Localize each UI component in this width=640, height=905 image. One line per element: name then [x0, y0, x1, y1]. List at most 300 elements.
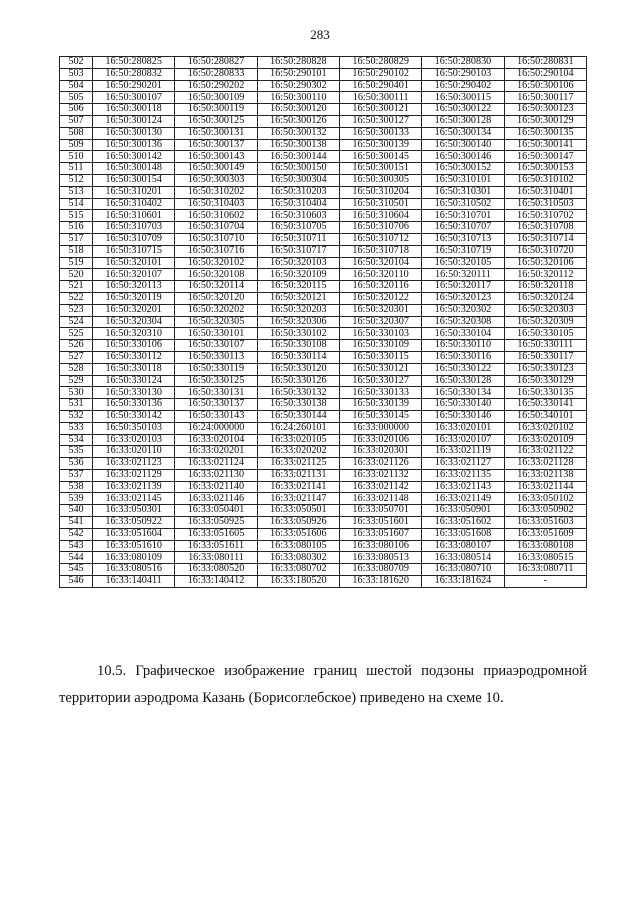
table-row — [60, 540, 587, 552]
cadastral-number-cell: 16:50:310709 — [93, 233, 175, 245]
row-number-cell: 531 — [60, 399, 93, 411]
cadastral-number-cell: 16:33:181620 — [339, 576, 421, 588]
cadastral-number-cell: 16:33:050926 — [257, 517, 339, 529]
cadastral-number-cell: 16:33:021124 — [175, 458, 257, 470]
cadastral-number-cell: 16:50:290104 — [504, 68, 586, 80]
table-row — [60, 257, 587, 269]
row-number-cell: 529 — [60, 375, 93, 387]
cadastral-number-cell: 16:33:021126 — [339, 458, 421, 470]
cadastral-number-cell: 16:33:020110 — [93, 446, 175, 458]
cadastral-number-cell: 16:50:300152 — [422, 163, 504, 175]
cadastral-number-cell: 16:50:330108 — [257, 340, 339, 352]
cadastral-number-cell: 16:50:320112 — [504, 269, 586, 281]
table-row — [60, 351, 587, 363]
cadastral-number-cell: 16:33:140412 — [175, 576, 257, 588]
cadastral-number-cell: 16:50:320202 — [175, 304, 257, 316]
cadastral-number-cell: 16:50:310701 — [422, 210, 504, 222]
cadastral-number-cell: 16:50:330116 — [422, 351, 504, 363]
cadastral-number-cell: 16:50:280833 — [175, 68, 257, 80]
cadastral-number-cell: 16:33:080514 — [422, 552, 504, 564]
row-number-cell: 508 — [60, 127, 93, 139]
cadastral-number-cell: 16:33:021123 — [93, 458, 175, 470]
table-row — [60, 269, 587, 281]
row-number-cell: 536 — [60, 458, 93, 470]
table-row — [60, 528, 587, 540]
table-row — [60, 399, 587, 411]
row-number-cell: 512 — [60, 174, 93, 186]
cadastral-number-cell: 16:50:310712 — [339, 233, 421, 245]
row-number-cell: 518 — [60, 245, 93, 257]
cadastral-number-cell: 16:50:330119 — [175, 363, 257, 375]
cadastral-number-cell: 16:33:050401 — [175, 505, 257, 517]
cadastral-number-cell: 16:33:020109 — [504, 434, 586, 446]
cadastral-number-cell: 16:33:051602 — [422, 517, 504, 529]
cadastral-number-cell: 16:50:310705 — [257, 222, 339, 234]
cadastral-number-cell: 16:50:330117 — [504, 351, 586, 363]
cadastral-number-cell: 16:50:320108 — [175, 269, 257, 281]
page-number: 283 — [310, 27, 330, 42]
cadastral-number-cell: 16:33:080710 — [422, 564, 504, 576]
table-row — [60, 387, 587, 399]
cadastral-number-cell: 16:50:290201 — [93, 80, 175, 92]
cadastral-number-cell: 16:50:310204 — [339, 186, 421, 198]
cadastral-number-cell: 16:50:300127 — [339, 115, 421, 127]
cadastral-number-cell: 16:50:320302 — [422, 304, 504, 316]
cadastral-number-cell: 16:33:021146 — [175, 493, 257, 505]
cadastral-number-cell: 16:50:320111 — [422, 269, 504, 281]
row-number-cell: 535 — [60, 446, 93, 458]
cadastral-number-cell: 16:50:310713 — [422, 233, 504, 245]
cadastral-number-cell: 16:50:310403 — [175, 198, 257, 210]
cadastral-number-cell: 16:50:330124 — [93, 375, 175, 387]
cadastral-table — [59, 56, 587, 588]
cadastral-number-cell: 16:50:320114 — [175, 281, 257, 293]
cadastral-number-cell: 16:50:310201 — [93, 186, 175, 198]
row-number-cell: 528 — [60, 363, 93, 375]
cadastral-number-cell: 16:50:330118 — [93, 363, 175, 375]
cadastral-number-cell: 16:50:320102 — [175, 257, 257, 269]
cadastral-number-cell: 16:50:300144 — [257, 151, 339, 163]
cadastral-number-cell: 16:50:300304 — [257, 174, 339, 186]
table-row — [60, 68, 587, 80]
cadastral-number-cell: 16:24:000000 — [175, 422, 257, 434]
cadastral-number-cell: 16:33:051608 — [422, 528, 504, 540]
table-row — [60, 493, 587, 505]
cadastral-number-cell: 16:50:300122 — [422, 104, 504, 116]
cadastral-number-cell: 16:33:021148 — [339, 493, 421, 505]
table-row — [60, 104, 587, 116]
cadastral-number-cell: 16:50:350103 — [93, 422, 175, 434]
cadastral-number-cell: 16:50:330146 — [422, 410, 504, 422]
row-number-cell: 515 — [60, 210, 93, 222]
cadastral-number-cell: 16:50:280829 — [339, 57, 421, 69]
table-row — [60, 92, 587, 104]
cadastral-number-cell: 16:50:330136 — [93, 399, 175, 411]
cadastral-number-cell: 16:50:310401 — [504, 186, 586, 198]
cadastral-number-cell: 16:50:320304 — [93, 316, 175, 328]
cadastral-number-cell: 16:50:300126 — [257, 115, 339, 127]
cadastral-number-cell: 16:33:021144 — [504, 481, 586, 493]
cadastral-number-cell: 16:33:050301 — [93, 505, 175, 517]
cadastral-number-cell: 16:50:330114 — [257, 351, 339, 363]
paragraph-line-1: 10.5. Графическое изображение границ шестой подзоны приаэродромной — [97, 663, 587, 679]
cadastral-number-cell: 16:33:021141 — [257, 481, 339, 493]
cadastral-number-cell: 16:33:051610 — [93, 540, 175, 552]
table-row — [60, 469, 587, 481]
row-number-cell: 522 — [60, 292, 93, 304]
cadastral-number-cell: 16:50:310102 — [504, 174, 586, 186]
row-number-cell: 505 — [60, 92, 93, 104]
cadastral-number-cell: 16:50:300154 — [93, 174, 175, 186]
cadastral-number-cell: 16:33:080520 — [175, 564, 257, 576]
cadastral-number-cell: 16:50:330140 — [422, 399, 504, 411]
row-number-cell: 503 — [60, 68, 93, 80]
cadastral-number-cell: 16:33:080702 — [257, 564, 339, 576]
cadastral-number-cell: 16:50:300153 — [504, 163, 586, 175]
cadastral-number-cell: 16:33:051606 — [257, 528, 339, 540]
cadastral-number-cell: 16:50:320306 — [257, 316, 339, 328]
table-row — [60, 363, 587, 375]
cadastral-number-cell: 16:50:300134 — [422, 127, 504, 139]
cadastral-number-cell: 16:50:320120 — [175, 292, 257, 304]
table-row — [60, 198, 587, 210]
table-row — [60, 151, 587, 163]
cadastral-number-cell: 16:50:330115 — [339, 351, 421, 363]
cadastral-number-cell: 16:33:020105 — [257, 434, 339, 446]
cadastral-number-cell: 16:50:310603 — [257, 210, 339, 222]
cadastral-number-cell: 16:50:300109 — [175, 92, 257, 104]
cadastral-number-cell: 16:33:021145 — [93, 493, 175, 505]
cadastral-number-cell: 16:50:290102 — [339, 68, 421, 80]
table-row — [60, 80, 587, 92]
cadastral-table-body — [60, 57, 587, 588]
table-row — [60, 163, 587, 175]
cadastral-number-cell: 16:50:330105 — [504, 328, 586, 340]
cadastral-number-cell: 16:50:320203 — [257, 304, 339, 316]
cadastral-number-cell: 16:50:300131 — [175, 127, 257, 139]
cadastral-number-cell: 16:50:310710 — [175, 233, 257, 245]
cadastral-number-cell: 16:50:310503 — [504, 198, 586, 210]
cadastral-number-cell: 16:50:320121 — [257, 292, 339, 304]
cadastral-number-cell: 16:50:320301 — [339, 304, 421, 316]
table-row — [60, 57, 587, 69]
cadastral-number-cell: 16:50:280825 — [93, 57, 175, 69]
cadastral-number-cell: 16:33:020106 — [339, 434, 421, 446]
row-number-cell: 521 — [60, 281, 93, 293]
cadastral-number-cell: 16:50:320101 — [93, 257, 175, 269]
cadastral-number-cell: 16:50:320201 — [93, 304, 175, 316]
cadastral-number-cell: 16:33:050501 — [257, 505, 339, 517]
table-row — [60, 481, 587, 493]
row-number-cell: 542 — [60, 528, 93, 540]
cadastral-number-cell: 16:50:300135 — [504, 127, 586, 139]
cadastral-number-cell: 16:50:340101 — [504, 410, 586, 422]
cadastral-number-cell: 16:50:300147 — [504, 151, 586, 163]
cadastral-number-cell: 16:33:050922 — [93, 517, 175, 529]
cadastral-number-cell: 16:50:330109 — [339, 340, 421, 352]
table-row — [60, 576, 587, 588]
row-number-cell: 517 — [60, 233, 93, 245]
table-row — [60, 564, 587, 576]
row-number-cell: 532 — [60, 410, 93, 422]
table-row — [60, 328, 587, 340]
cadastral-number-cell: 16:50:300305 — [339, 174, 421, 186]
cadastral-number-cell: 16:50:300141 — [504, 139, 586, 151]
cadastral-number-cell: 16:50:310402 — [93, 198, 175, 210]
cadastral-number-cell: 16:50:330135 — [504, 387, 586, 399]
cadastral-number-cell: 16:50:300106 — [504, 80, 586, 92]
cadastral-number-cell: 16:33:021131 — [257, 469, 339, 481]
cadastral-number-cell: 16:33:000000 — [339, 422, 421, 434]
cadastral-number-cell: 16:50:300107 — [93, 92, 175, 104]
table-row — [60, 304, 587, 316]
cadastral-number-cell: 16:33:080302 — [257, 552, 339, 564]
row-number-cell: 516 — [60, 222, 93, 234]
table-row — [60, 281, 587, 293]
cadastral-number-cell: 16:50:320118 — [504, 281, 586, 293]
cadastral-number-cell: 16:50:300128 — [422, 115, 504, 127]
cadastral-number-cell: 16:50:310202 — [175, 186, 257, 198]
cadastral-number-cell: 16:33:051603 — [504, 517, 586, 529]
cadastral-number-cell: 16:50:330113 — [175, 351, 257, 363]
cadastral-number-cell: 16:50:330103 — [339, 328, 421, 340]
cadastral-number-cell: 16:50:300139 — [339, 139, 421, 151]
row-number-cell: 520 — [60, 269, 93, 281]
row-number-cell: 546 — [60, 576, 93, 588]
cadastral-number-cell: 16:33:021143 — [422, 481, 504, 493]
cadastral-number-cell: 16:50:330142 — [93, 410, 175, 422]
cadastral-number-cell: 16:33:021122 — [504, 446, 586, 458]
cadastral-number-cell: 16:50:300115 — [422, 92, 504, 104]
row-number-cell: 513 — [60, 186, 93, 198]
row-number-cell: 530 — [60, 387, 93, 399]
cadastral-number-cell: 16:50:300137 — [175, 139, 257, 151]
cadastral-number-cell: 16:50:330144 — [257, 410, 339, 422]
cadastral-number-cell: 16:50:310101 — [422, 174, 504, 186]
cadastral-number-cell: 16:50:300132 — [257, 127, 339, 139]
cadastral-number-cell: 16:50:330127 — [339, 375, 421, 387]
cadastral-number-cell: 16:33:021142 — [339, 481, 421, 493]
cadastral-number-cell: 16:33:051604 — [93, 528, 175, 540]
cadastral-number-cell: 16:33:021125 — [257, 458, 339, 470]
cadastral-number-cell: 16:50:330141 — [504, 399, 586, 411]
cadastral-number-cell: 16:33:021138 — [504, 469, 586, 481]
cadastral-number-cell: 16:50:320117 — [422, 281, 504, 293]
cadastral-number-cell: 16:33:051611 — [175, 540, 257, 552]
cadastral-number-cell: 16:50:310301 — [422, 186, 504, 198]
row-number-cell: 506 — [60, 104, 93, 116]
cadastral-number-cell: 16:50:320115 — [257, 281, 339, 293]
cadastral-number-cell: 16:50:330137 — [175, 399, 257, 411]
cadastral-number-cell: 16:33:020104 — [175, 434, 257, 446]
cadastral-number-cell: 16:33:020107 — [422, 434, 504, 446]
cadastral-number-cell: 16:33:080105 — [257, 540, 339, 552]
row-number-cell: 539 — [60, 493, 93, 505]
cadastral-number-cell: 16:50:330104 — [422, 328, 504, 340]
cadastral-number-cell: 16:50:330145 — [339, 410, 421, 422]
cadastral-number-cell: 16:33:051601 — [339, 517, 421, 529]
cadastral-number-cell: 16:33:080513 — [339, 552, 421, 564]
cadastral-number-cell: 16:50:330106 — [93, 340, 175, 352]
cadastral-number-cell: 16:50:330130 — [93, 387, 175, 399]
cadastral-number-cell: 16:50:320309 — [504, 316, 586, 328]
cadastral-number-cell: 16:50:300110 — [257, 92, 339, 104]
cadastral-number-cell: 16:50:330139 — [339, 399, 421, 411]
cadastral-number-cell: 16:33:050925 — [175, 517, 257, 529]
row-number-cell: 502 — [60, 57, 93, 69]
cadastral-number-cell: 16:50:320119 — [93, 292, 175, 304]
cadastral-number-cell: 16:50:320122 — [339, 292, 421, 304]
cadastral-number-cell: 16:50:310717 — [257, 245, 339, 257]
table-row — [60, 340, 587, 352]
cadastral-number-cell: 16:50:310715 — [93, 245, 175, 257]
cadastral-number-cell: 16:50:290401 — [339, 80, 421, 92]
cadastral-number-cell: 16:33:180520 — [257, 576, 339, 588]
row-number-cell: 509 — [60, 139, 93, 151]
cadastral-number-cell: 16:50:330132 — [257, 387, 339, 399]
cadastral-number-cell: 16:50:290202 — [175, 80, 257, 92]
cadastral-number-cell: 16:50:330101 — [175, 328, 257, 340]
cadastral-number-cell: 16:50:300117 — [504, 92, 586, 104]
cadastral-number-cell: 16:50:300138 — [257, 139, 339, 151]
cadastral-number-cell: 16:50:280828 — [257, 57, 339, 69]
cadastral-number-cell: 16:50:330120 — [257, 363, 339, 375]
cadastral-number-cell: 16:33:050901 — [422, 505, 504, 517]
cadastral-number-cell: 16:50:300111 — [339, 92, 421, 104]
cadastral-number-cell: 16:50:310720 — [504, 245, 586, 257]
row-number-cell: 519 — [60, 257, 93, 269]
cadastral-number-cell: 16:50:290402 — [422, 80, 504, 92]
cadastral-number-cell: 16:50:320106 — [504, 257, 586, 269]
row-number-cell: 524 — [60, 316, 93, 328]
cadastral-number-cell: 16:50:310707 — [422, 222, 504, 234]
table-row — [60, 292, 587, 304]
cadastral-number-cell: 16:33:080109 — [93, 552, 175, 564]
cadastral-number-cell: 16:50:320110 — [339, 269, 421, 281]
table-row — [60, 245, 587, 257]
cadastral-number-cell: 16:33:080111 — [175, 552, 257, 564]
row-number-cell: 538 — [60, 481, 93, 493]
cadastral-number-cell: 16:33:020101 — [422, 422, 504, 434]
table-row — [60, 316, 587, 328]
cadastral-number-cell: 16:50:300143 — [175, 151, 257, 163]
cadastral-number-cell: 16:50:330143 — [175, 410, 257, 422]
cadastral-number-cell: 16:50:330138 — [257, 399, 339, 411]
cadastral-number-cell: 16:33:021139 — [93, 481, 175, 493]
cadastral-number-cell: 16:33:080711 — [504, 564, 586, 576]
cadastral-number-cell: 16:33:051607 — [339, 528, 421, 540]
cadastral-number-cell: 16:50:330112 — [93, 351, 175, 363]
cadastral-number-cell: 16:33:020102 — [504, 422, 586, 434]
cadastral-number-cell: 16:50:300133 — [339, 127, 421, 139]
row-number-cell: 523 — [60, 304, 93, 316]
cadastral-number-cell: 16:33:080515 — [504, 552, 586, 564]
row-number-cell: 504 — [60, 80, 93, 92]
cadastral-number-cell: 16:50:320305 — [175, 316, 257, 328]
cadastral-number-cell: 16:50:300123 — [504, 104, 586, 116]
cadastral-number-cell: 16:50:300142 — [93, 151, 175, 163]
cadastral-number-cell: 16:33:021147 — [257, 493, 339, 505]
row-number-cell: 511 — [60, 163, 93, 175]
cadastral-number-cell: 16:50:330122 — [422, 363, 504, 375]
cadastral-number-cell: 16:33:021127 — [422, 458, 504, 470]
cadastral-number-cell: 16:50:310602 — [175, 210, 257, 222]
cadastral-number-cell: 16:50:330110 — [422, 340, 504, 352]
table-row — [60, 446, 587, 458]
cadastral-number-cell: 16:50:310404 — [257, 198, 339, 210]
cadastral-number-cell: 16:50:320123 — [422, 292, 504, 304]
cadastral-number-cell: 16:50:300129 — [504, 115, 586, 127]
cadastral-number-cell: 16:33:020201 — [175, 446, 257, 458]
row-number-cell: 526 — [60, 340, 93, 352]
cadastral-number-cell: 16:50:320103 — [257, 257, 339, 269]
cadastral-number-cell: 16:50:310604 — [339, 210, 421, 222]
cadastral-number-cell: 16:50:300121 — [339, 104, 421, 116]
row-number-cell: 527 — [60, 351, 93, 363]
table-row — [60, 434, 587, 446]
cadastral-number-cell: 16:24:260101 — [257, 422, 339, 434]
cadastral-number-cell: 16:33:050102 — [504, 493, 586, 505]
cadastral-number-cell: 16:50:300145 — [339, 151, 421, 163]
cadastral-number-cell: 16:50:300130 — [93, 127, 175, 139]
cadastral-number-cell: 16:50:310203 — [257, 186, 339, 198]
cadastral-number-cell: 16:50:280832 — [93, 68, 175, 80]
cadastral-number-cell: 16:50:320308 — [422, 316, 504, 328]
cadastral-number-cell: 16:50:320104 — [339, 257, 421, 269]
cadastral-number-cell: 16:50:300125 — [175, 115, 257, 127]
row-number-cell: 540 — [60, 505, 93, 517]
cadastral-number-cell: 16:50:320116 — [339, 281, 421, 293]
cadastral-number-cell: 16:33:050902 — [504, 505, 586, 517]
row-number-cell: 537 — [60, 469, 93, 481]
cadastral-number-cell: 16:50:320107 — [93, 269, 175, 281]
cadastral-number-cell: 16:33:140411 — [93, 576, 175, 588]
row-number-cell: 543 — [60, 540, 93, 552]
cadastral-number-cell: 16:33:080107 — [422, 540, 504, 552]
table-row — [60, 552, 587, 564]
cadastral-number-cell: 16:50:310718 — [339, 245, 421, 257]
cadastral-number-cell: 16:50:300120 — [257, 104, 339, 116]
cadastral-number-cell: 16:50:310703 — [93, 222, 175, 234]
table-row — [60, 127, 587, 139]
cadastral-number-cell: 16:33:021132 — [339, 469, 421, 481]
cadastral-number-cell: 16:50:310714 — [504, 233, 586, 245]
cadastral-number-cell: 16:50:310708 — [504, 222, 586, 234]
row-number-cell: 507 — [60, 115, 93, 127]
cadastral-number-cell: 16:50:330131 — [175, 387, 257, 399]
table-row — [60, 174, 587, 186]
cadastral-number-cell: 16:50:330111 — [504, 340, 586, 352]
table-row — [60, 410, 587, 422]
cadastral-number-cell: 16:33:021135 — [422, 469, 504, 481]
cadastral-number-cell: 16:50:310502 — [422, 198, 504, 210]
cadastral-number-cell: 16:50:300119 — [175, 104, 257, 116]
table-row — [60, 458, 587, 470]
cadastral-number-cell: 16:50:300146 — [422, 151, 504, 163]
cadastral-number-cell: 16:50:280830 — [422, 57, 504, 69]
cadastral-number-cell: 16:50:300151 — [339, 163, 421, 175]
cadastral-number-cell: 16:33:020103 — [93, 434, 175, 446]
cadastral-number-cell: 16:50:330126 — [257, 375, 339, 387]
cadastral-number-cell: 16:50:300150 — [257, 163, 339, 175]
cadastral-number-cell: 16:50:330102 — [257, 328, 339, 340]
cadastral-number-cell: 16:33:021149 — [422, 493, 504, 505]
cadastral-number-cell: 16:50:300148 — [93, 163, 175, 175]
row-number-cell: 544 — [60, 552, 93, 564]
cadastral-number-cell: 16:50:310719 — [422, 245, 504, 257]
cadastral-number-cell: 16:33:080516 — [93, 564, 175, 576]
cadastral-number-cell: 16:33:050701 — [339, 505, 421, 517]
